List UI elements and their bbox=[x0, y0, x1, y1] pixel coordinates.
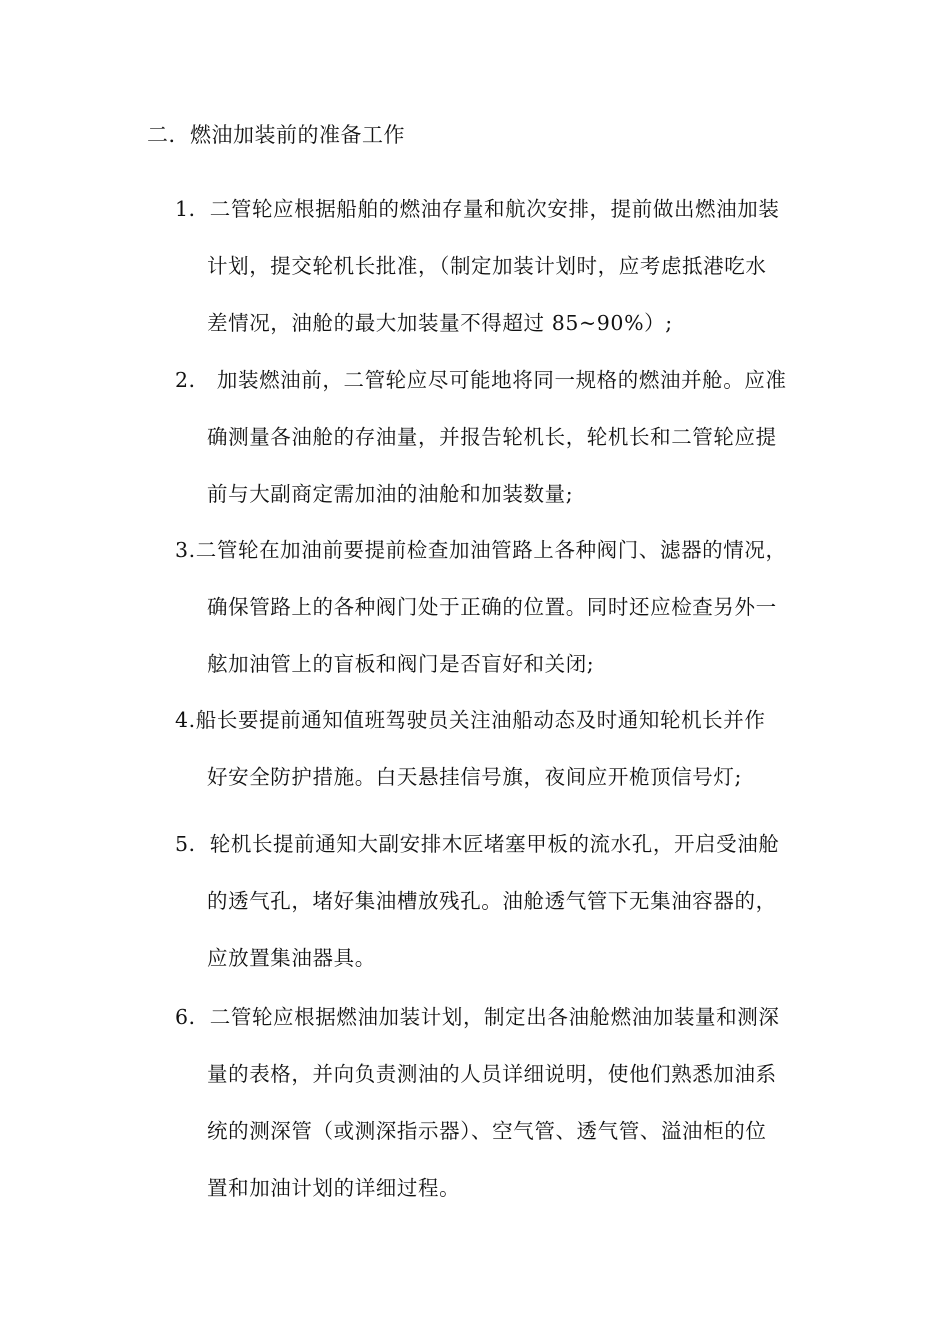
list-item-1 bbox=[175, 181, 815, 352]
item-text: 二管轮应根据燃油加装计划，制定出各油舱燃油加装量和测深 bbox=[209, 1005, 780, 1029]
section-heading: 二．燃油加装前的准备工作 bbox=[147, 123, 405, 147]
item-line: 统的测深管（或测深指示器）、空气管、透气管、溢油柜的位 bbox=[207, 1119, 767, 1143]
item-line bbox=[175, 522, 815, 579]
item-line: 计划，提交轮机长批准，（制定加装计划时，应考虑抵港吃水 bbox=[207, 254, 767, 278]
item-line: 差情况，油舱的最大加装量不得超过 85~90%）; bbox=[207, 311, 673, 335]
item-number: 4. bbox=[175, 708, 196, 732]
item-number: 2． bbox=[175, 368, 210, 392]
item-line: 前与大副商定需加油的油舱和加装数量; bbox=[207, 482, 574, 506]
item-line: 舷加油管上的盲板和阀门是否盲好和关闭; bbox=[207, 652, 595, 676]
item-line bbox=[175, 181, 815, 238]
list-item-4 bbox=[175, 692, 815, 806]
item-text: 二管轮应根据船舶的燃油存量和航次安排，提前做出燃油加装 bbox=[209, 197, 780, 221]
item-text: 加装燃油前，二管轮应尽可能地将同一规格的燃油并舱。应准 bbox=[209, 368, 787, 392]
list-item-2 bbox=[175, 352, 815, 523]
item-line bbox=[175, 816, 815, 873]
item-number: 6． bbox=[175, 1005, 210, 1029]
item-line: 好安全防护措施。白天悬挂信号旗，夜间应开桅顶信号灯; bbox=[207, 765, 743, 789]
list-item-5 bbox=[175, 816, 815, 987]
item-number: 5． bbox=[175, 832, 210, 856]
list-item-3 bbox=[175, 522, 815, 693]
item-text: 船长要提前通知值班驾驶员关注油船动态及时通知轮机长并作 bbox=[195, 708, 766, 732]
item-line: 的透气孔，堵好集油槽放残孔。油舱透气管下无集油容器的， bbox=[207, 889, 777, 913]
item-line: 量的表格，并向负责测油的人员详细说明，使他们熟悉加油系 bbox=[207, 1062, 777, 1086]
item-line: 应放置集油器具。 bbox=[207, 946, 376, 970]
item-line bbox=[175, 692, 815, 749]
item-line bbox=[175, 352, 815, 409]
list-item-6 bbox=[175, 989, 815, 1217]
item-line: 置和加油计划的详细过程。 bbox=[207, 1176, 461, 1200]
item-number: 3. bbox=[175, 538, 196, 562]
item-number: 1． bbox=[175, 197, 210, 221]
item-line: 确测量各油舱的存油量，并报告轮机长，轮机长和二管轮应提 bbox=[207, 425, 777, 449]
item-text: 二管轮在加油前要提前检查加油管路上各种阀门、滤器的情况， bbox=[195, 538, 787, 562]
item-line: 确保管路上的各种阀门处于正确的位置。同时还应检查另外一 bbox=[207, 595, 777, 619]
item-text: 轮机长提前通知大副安排木匠堵塞甲板的流水孔，开启受油舱 bbox=[209, 832, 780, 856]
item-line bbox=[175, 989, 815, 1046]
